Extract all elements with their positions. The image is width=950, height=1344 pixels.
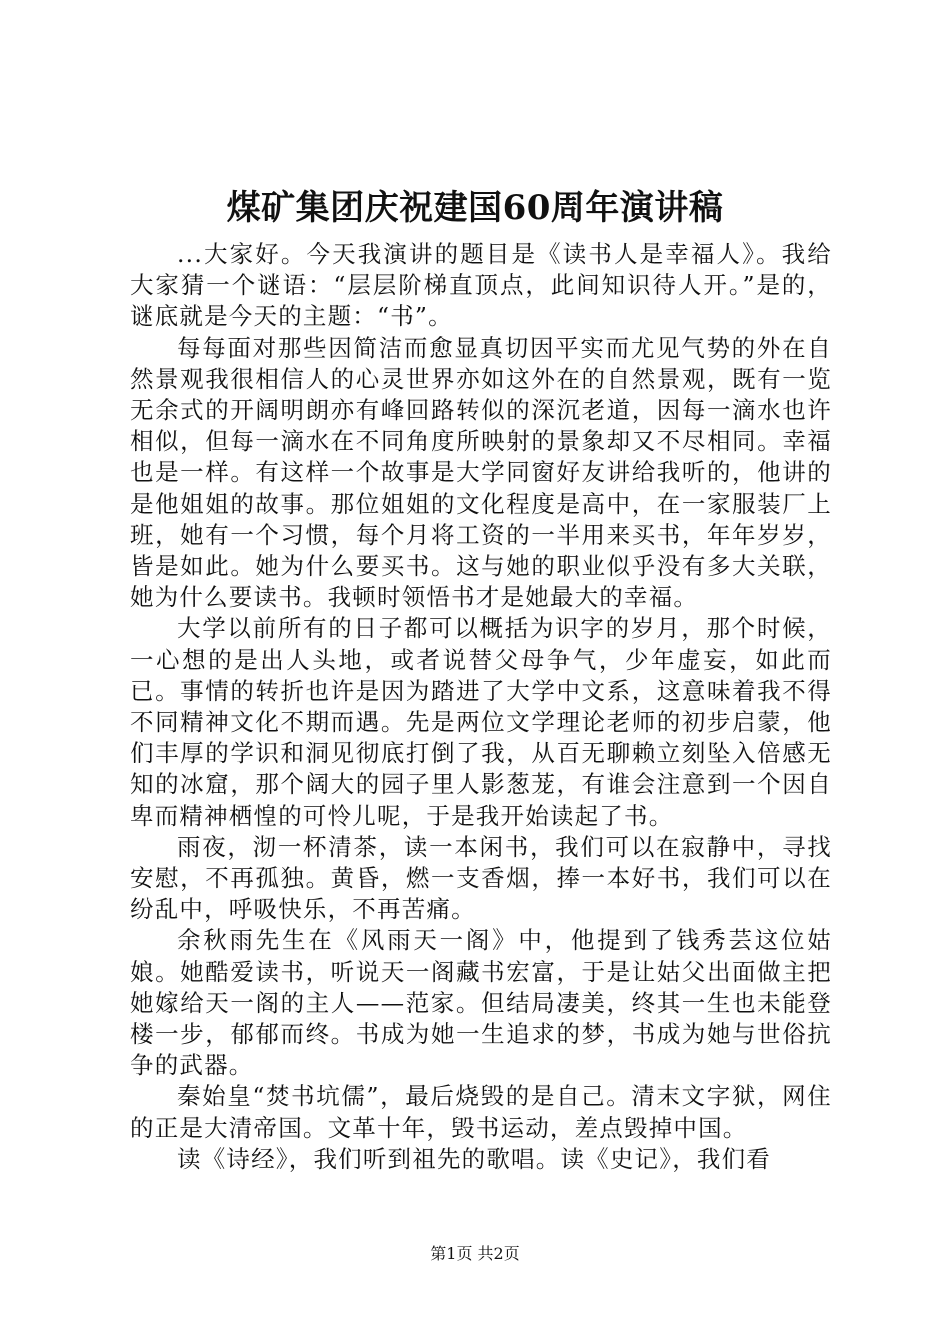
paragraph-1: ...大家好。今天我演讲的题目是《读书人是幸福人》。我给大家猜一个谜语：“层层阶梯直顶点，此间知识待人开。”是的，谜底就是今天的主题：“书”。: [130, 240, 832, 331]
paragraph-6: 秦始皇“焚书坑儒”，最后烧毁的是自己。清末文字狱，网住的正是大清帝国。文革十年，毁书运动，差点毁掉中国。: [130, 1082, 832, 1142]
document-title: 煤矿集团庆祝建国60周年演讲稿: [226, 188, 724, 228]
paragraph-4: 雨夜，沏一杯清茶，读一本闲书，我们可以在寂静中，寻找安慰，不再孤独。黄昏，燃一支香烟，捧一本好书，我们可以在纷乱中，呼吸快乐，不再苦痛。: [130, 832, 832, 924]
document-body: [130, 239, 832, 1175]
page-footer: 第1页 共2页: [430, 1244, 520, 1263]
paragraph-2: 每每面对那些因简洁而愈显真切因平实而尤见气势的外在自然景观我很相信人的心灵世界亦如这外在的自然景观，既有一览无余式的开阔明朗亦有峰回路转似的深沉老道，因每一滴水也许相似，但每一滴水在不同角度所映射的景象却又不尽相同。幸福也是一样。有这样一个故事是大学同窗好友讲给我听的，他讲的是他姐姐的故事。那位姐姐的文化程度是高中，在一家服装厂上班，她有一个习惯，每个月将工资的一半用来买书，年年岁岁，皆是如此。她为什么要买书。这与她的职业似乎没有多大关联，她为什么要读书。我顿时领悟书才是她最大的幸福。: [130, 333, 832, 612]
paragraph-5: 余秋雨先生在《风雨天一阁》中，他提到了钱秀芸这位姑娘。她酷爱读书，听说天一阁藏书宏富，于是让姑父出面做主把她嫁给天一阁的主人——范家。但结局凄美，终其一生也未能登楼一步，郁郁而终。书成为她一生追求的梦，书成为她与世俗抗争的武器。: [130, 926, 832, 1080]
paragraph-7: 读《诗经》，我们听到祖先的歌唱。读《史记》，我们看: [177, 1144, 771, 1173]
paragraph-3: 大学以前所有的日子都可以概括为识字的岁月，那个时候，一心想的是出人头地，或者说替父母争气，少年虚妄，如此而已。事情的转折也许是因为踏进了大学中文系，这意味着我不得不同精神文化不期而遇。先是两位文学理论老师的初步启蒙，他们丰厚的学识和洞见彻底打倒了我，从百无聊赖立刻坠入倍感无知的冰窟，那个阔大的园子里人影葱茏，有谁会注意到一个因自卑而精神栖惶的可怜儿呢，于是我开始读起了书。: [130, 614, 832, 830]
